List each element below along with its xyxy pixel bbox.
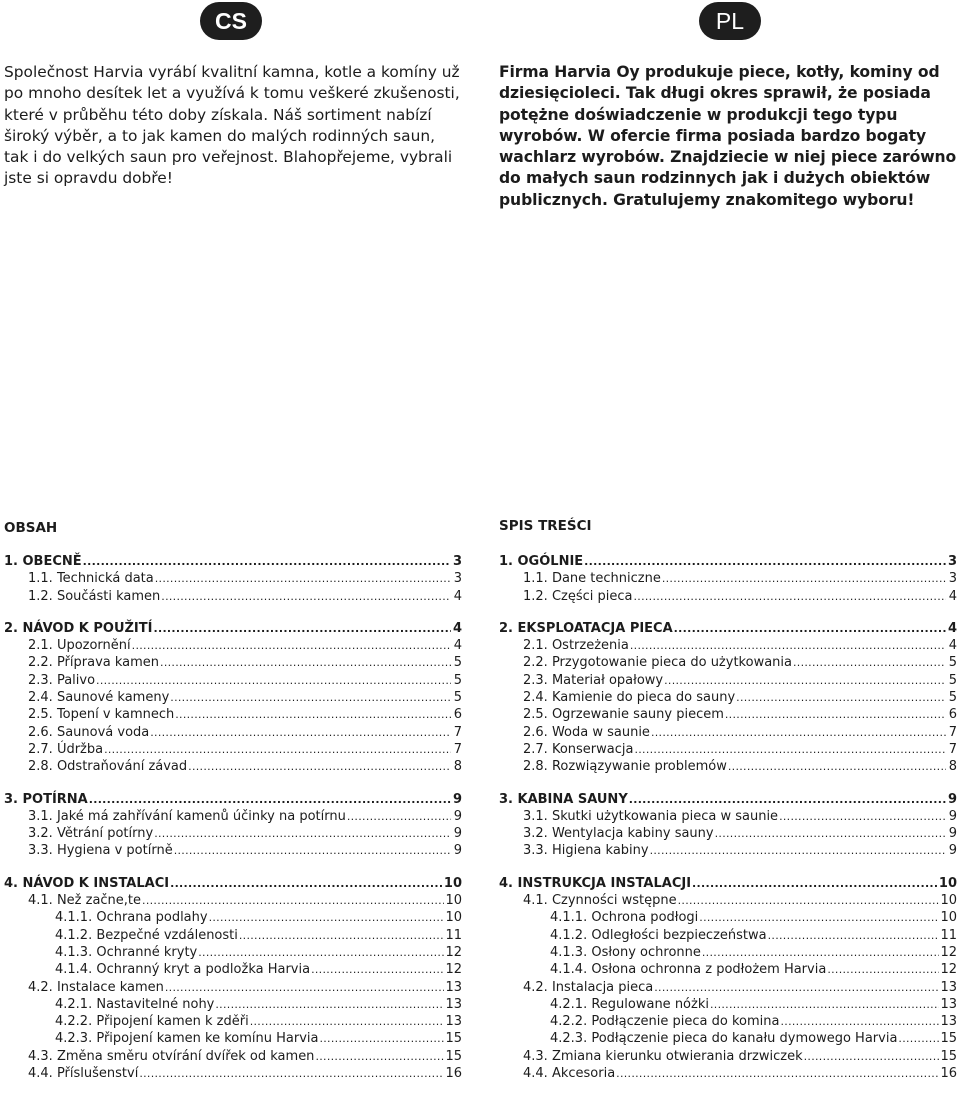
toc-entry — [4, 892, 462, 909]
toc-dot-leader — [793, 654, 946, 671]
toc-entry-label: 2.2. Przygotowanie pieca do użytkowania — [523, 655, 792, 671]
toc-entry-page: 12 — [445, 944, 462, 960]
toc-dot-leader — [664, 672, 946, 689]
toc-dot-leader — [630, 637, 946, 654]
toc-entry-label: 4.1.1. Ochrona podłogi — [550, 910, 699, 926]
toc-entry-page: 10 — [940, 910, 957, 926]
toc-dot-leader — [160, 654, 451, 671]
toc-entry-label: 4.2.2. Připojení kamen k zděři — [55, 1014, 249, 1030]
toc-entry-label: 3.3. Hygiena v potírně — [28, 843, 173, 859]
toc-dot-leader — [674, 620, 946, 637]
toc-entry-page: 8 — [453, 759, 462, 775]
table-of-contents-pl — [499, 553, 957, 1097]
column-czech — [4, 0, 462, 1090]
toc-dot-leader — [702, 944, 940, 961]
toc-dot-leader — [654, 979, 939, 996]
toc-entry — [4, 689, 462, 706]
language-badge-pl: PL — [699, 2, 761, 40]
toc-section — [499, 875, 957, 1083]
toc-entry-page: 5 — [948, 672, 957, 688]
toc-entry — [4, 1065, 462, 1082]
toc-title-cs: OBSAH — [4, 520, 58, 536]
toc-entry — [499, 842, 957, 859]
toc-entry-label: 2.8. Odstraňování závad — [28, 759, 188, 775]
toc-dot-leader — [174, 842, 451, 859]
intro-paragraph-pl: Firma Harvia Oy produkuje piece, kotły, kominy od dziesięcioleci. Tak długi okres sprawił, że posiada potężne doświadczenie w produkcji tego typu wyrobów. W ofercie firma posiada bardzo bogaty wachlarz wyrobów. Znajdziecie w niej piece zarówno do małych saun rodzinnych jak i dużych obiektów publicznych. Gratulujemy znakomitego wyboru! — [499, 63, 957, 209]
toc-entry — [4, 927, 462, 944]
toc-dot-leader — [239, 927, 445, 944]
toc-entry-label: 4.1.3. Ochranné kryty — [55, 944, 198, 960]
toc-entry — [499, 620, 957, 637]
toc-dot-leader — [250, 1013, 445, 1030]
toc-entry-label: 2.5. Ogrzewanie sauny piecem — [523, 707, 724, 723]
toc-entry-page: 7 — [453, 724, 462, 740]
toc-entry — [499, 588, 957, 605]
toc-dot-leader — [651, 724, 946, 741]
toc-section — [499, 620, 957, 776]
toc-entry-page: 4 — [453, 588, 462, 604]
toc-section — [4, 875, 462, 1083]
toc-entry — [499, 1030, 957, 1047]
toc-dot-leader — [315, 1048, 444, 1065]
toc-entry-label: 4.1.4. Osłona ochronna z podłożem Harvia — [550, 962, 827, 978]
toc-dot-leader — [175, 706, 451, 723]
toc-section — [499, 791, 957, 860]
toc-entry-page: 13 — [940, 1014, 957, 1030]
toc-dot-leader — [142, 892, 444, 909]
toc-entry — [4, 637, 462, 654]
toc-entry-page: 8 — [948, 759, 957, 775]
toc-entry — [499, 654, 957, 671]
language-badge-cs: CS — [200, 2, 262, 40]
toc-entry-label: 1.2. Części pieca — [523, 588, 633, 604]
toc-dot-leader — [634, 741, 946, 758]
toc-entry-label: 3.1. Jaké má zahřívání kamenů účinky na potírnu — [28, 808, 346, 824]
toc-entry — [499, 927, 957, 944]
toc-dot-leader — [198, 944, 444, 961]
toc-entry-label: 4.1.2. Odległości bezpieczeństwa — [550, 927, 767, 943]
toc-dot-leader — [150, 724, 451, 741]
toc-entry-page: 10 — [445, 893, 462, 909]
toc-entry — [499, 909, 957, 926]
toc-entry-page: 4 — [948, 588, 957, 604]
toc-entry — [499, 808, 957, 825]
toc-entry-page: 10 — [938, 875, 957, 891]
toc-dot-leader — [898, 1030, 939, 1047]
toc-entry-label: 2.3. Materiał opałowy — [523, 672, 664, 688]
toc-entry-label: 4.1.2. Bezpečné vzdálenosti — [55, 927, 238, 943]
toc-entry-page: 5 — [453, 655, 462, 671]
toc-entry-page: 5 — [453, 672, 462, 688]
toc-dot-leader — [584, 553, 946, 570]
toc-entry-page: 5 — [948, 690, 957, 706]
toc-entry — [499, 875, 957, 892]
toc-entry-page: 4 — [947, 620, 957, 636]
toc-title-pl: SPIS TREŚCI — [499, 518, 592, 534]
toc-entry — [499, 1048, 957, 1065]
toc-entry-label: 3. KABINA SAUNY — [499, 791, 628, 807]
toc-entry-label: 4.1.3. Osłony ochronne — [550, 944, 701, 960]
toc-entry-label: 2.1. Upozornění — [28, 638, 131, 654]
toc-entry-label: 3.3. Higiena kabiny — [523, 843, 649, 859]
toc-dot-leader — [633, 588, 946, 605]
toc-entry-page: 12 — [445, 962, 462, 978]
toc-entry-page: 11 — [940, 927, 957, 943]
toc-dot-leader — [155, 570, 451, 587]
table-of-contents-cs — [4, 553, 462, 1097]
toc-entry — [4, 620, 462, 637]
toc-entry-label: 2.1. Ostrzeżenia — [523, 638, 629, 654]
toc-entry-label: 1. OGÓLNIE — [499, 554, 584, 569]
toc-dot-leader — [104, 741, 451, 758]
toc-dot-leader — [89, 791, 451, 808]
toc-dot-leader — [827, 961, 939, 978]
toc-entry — [4, 724, 462, 741]
toc-entry — [499, 758, 957, 775]
toc-dot-leader — [662, 570, 946, 587]
toc-entry — [499, 637, 957, 654]
toc-entry-label: 2.5. Topení v kamnech — [28, 707, 175, 723]
toc-dot-leader — [779, 808, 946, 825]
toc-entry — [4, 961, 462, 978]
toc-entry-label: 4. INSTRUKCJA INSTALACJI — [499, 875, 692, 891]
toc-entry-label: 1.1. Technická data — [28, 571, 154, 587]
toc-entry-page: 5 — [948, 655, 957, 671]
toc-entry — [4, 909, 462, 926]
toc-entry-label: 4.1.1. Ochrana podlahy — [55, 910, 208, 926]
toc-dot-leader — [728, 758, 946, 775]
toc-entry — [499, 553, 957, 570]
toc-entry-label: 4.1. Czynności wstępne — [523, 893, 677, 909]
toc-entry-label: 2.8. Rozwiązywanie problemów — [523, 759, 727, 775]
toc-dot-leader — [347, 808, 451, 825]
toc-entry — [4, 741, 462, 758]
toc-entry-label: 2.3. Palivo — [28, 672, 96, 688]
toc-entry-label: 3. POTÍRNA — [4, 791, 88, 807]
toc-entry-page: 9 — [452, 791, 462, 807]
toc-entry-page: 9 — [453, 843, 462, 859]
toc-entry-label: 2.6. Saunová voda — [28, 724, 150, 740]
toc-entry-page: 13 — [445, 979, 462, 995]
toc-entry — [499, 706, 957, 723]
toc-entry-page: 16 — [940, 1066, 957, 1082]
toc-dot-leader — [715, 825, 946, 842]
toc-entry-page: 16 — [445, 1066, 462, 1082]
toc-dot-leader — [692, 875, 938, 892]
toc-entry — [4, 654, 462, 671]
toc-entry-page: 9 — [947, 791, 957, 807]
toc-dot-leader — [96, 672, 451, 689]
toc-entry-page: 12 — [940, 962, 957, 978]
toc-entry — [499, 672, 957, 689]
toc-entry-page: 10 — [443, 875, 462, 891]
toc-entry — [499, 961, 957, 978]
toc-entry — [499, 996, 957, 1013]
toc-entry-page: 7 — [453, 741, 462, 757]
toc-entry — [4, 791, 462, 808]
toc-dot-leader — [699, 909, 939, 926]
toc-entry-label: 2.4. Saunové kameny — [28, 690, 170, 706]
toc-dot-leader — [154, 825, 451, 842]
toc-entry-label: 2.7. Konserwacja — [523, 741, 634, 757]
toc-entry — [4, 1048, 462, 1065]
toc-section — [4, 620, 462, 776]
toc-entry — [499, 944, 957, 961]
toc-dot-leader — [165, 979, 445, 996]
toc-entry — [4, 1013, 462, 1030]
toc-dot-leader — [161, 588, 451, 605]
toc-dot-leader — [188, 758, 451, 775]
toc-entry-label: 4.2.1. Nastavitelné nohy — [55, 996, 215, 1012]
toc-entry-page: 15 — [940, 1048, 957, 1064]
toc-entry-label: 4.2.3. Připojení kamen ke komínu Harvia — [55, 1031, 319, 1047]
toc-entry — [499, 979, 957, 996]
toc-entry-label: 3.1. Skutki użytkowania pieca w saunie — [523, 808, 779, 824]
toc-entry-label: 1.1. Dane techniczne — [523, 571, 661, 587]
toc-entry — [4, 842, 462, 859]
toc-dot-leader — [132, 637, 451, 654]
toc-dot-leader — [736, 689, 946, 706]
toc-entry — [4, 758, 462, 775]
toc-dot-leader — [804, 1048, 940, 1065]
toc-entry — [499, 791, 957, 808]
toc-entry-page: 3 — [452, 554, 462, 569]
toc-entry-page: 10 — [445, 910, 462, 926]
toc-dot-leader — [710, 996, 939, 1013]
toc-entry-label: 4.1.4. Ochranný kryt a podložka Harvia — [55, 962, 311, 978]
toc-entry — [4, 672, 462, 689]
toc-dot-leader — [319, 1030, 444, 1047]
toc-entry — [499, 689, 957, 706]
toc-entry-label: 3.2. Wentylacja kabiny sauny — [523, 826, 714, 842]
toc-dot-leader — [678, 892, 940, 909]
toc-entry-label: 4.1. Než začne,te — [28, 893, 142, 909]
column-polish — [499, 0, 957, 1090]
toc-dot-leader — [768, 927, 940, 944]
toc-entry-label: 4.2.2. Podłączenie pieca do komina — [550, 1014, 780, 1030]
toc-entry-label: 2. EKSPLOATACJA PIECA — [499, 620, 673, 636]
toc-entry — [4, 875, 462, 892]
toc-entry-page: 4 — [948, 638, 957, 654]
toc-entry — [499, 1065, 957, 1082]
toc-entry-label: 2.4. Kamienie do pieca do sauny — [523, 690, 736, 706]
toc-entry-page: 4 — [452, 620, 462, 636]
intro-paragraph-cs: Společnost Harvia vyrábí kvalitní kamna, kotle a komíny už po mnoho desítek let a využívá k tomu veškeré zkušenosti, které v průběhu této doby získala. Náš sortiment nabízí široký výběr, a to jak kamen do malých rodinných saun, tak i do velkých saun pro veřejnost. Blahopřejeme, vybrali jste si opravdu dobře! — [4, 63, 460, 188]
toc-entry-page: 3 — [948, 571, 957, 587]
toc-entry-page: 13 — [445, 996, 462, 1012]
toc-entry-page: 6 — [948, 707, 957, 723]
toc-entry-page: 15 — [940, 1031, 957, 1047]
toc-entry — [4, 996, 462, 1013]
toc-entry-page: 13 — [940, 979, 957, 995]
toc-entry — [4, 944, 462, 961]
toc-dot-leader — [209, 909, 445, 926]
toc-entry-label: 2.2. Příprava kamen — [28, 655, 160, 671]
toc-entry-page: 9 — [948, 843, 957, 859]
toc-entry — [499, 741, 957, 758]
toc-entry-label: 1.2. Součásti kamen — [28, 588, 161, 604]
toc-entry — [4, 825, 462, 842]
toc-entry-page: 7 — [948, 724, 957, 740]
toc-entry-page: 15 — [445, 1048, 462, 1064]
toc-entry-label: 2.6. Woda w saunie — [523, 724, 650, 740]
toc-entry-page: 9 — [453, 808, 462, 824]
toc-dot-leader — [780, 1013, 939, 1030]
toc-dot-leader — [170, 689, 451, 706]
toc-dot-leader — [170, 875, 443, 892]
toc-entry — [4, 706, 462, 723]
toc-entry-page: 11 — [445, 927, 462, 943]
toc-entry-page: 13 — [940, 996, 957, 1012]
toc-entry-page: 9 — [453, 826, 462, 842]
toc-entry-page: 5 — [453, 690, 462, 706]
toc-entry-page: 3 — [947, 554, 957, 569]
toc-entry-page: 15 — [445, 1031, 462, 1047]
toc-entry-label: 4.2.1. Regulowane nóżki — [550, 996, 709, 1012]
toc-dot-leader — [215, 996, 444, 1013]
toc-dot-leader — [629, 791, 946, 808]
toc-entry-label: 4.3. Změna směru otvírání dvířek od kamen — [28, 1048, 315, 1064]
toc-dot-leader — [650, 842, 946, 859]
toc-section — [4, 553, 462, 605]
toc-entry-label: 4.2.3. Podłączenie pieca do kanału dymowego Harvia — [550, 1031, 898, 1047]
toc-section — [4, 791, 462, 860]
toc-entry-label: 3.2. Větrání potírny — [28, 826, 154, 842]
toc-entry — [4, 808, 462, 825]
toc-entry-page: 4 — [453, 638, 462, 654]
toc-entry — [4, 570, 462, 587]
toc-entry-page: 7 — [948, 741, 957, 757]
toc-dot-leader — [153, 620, 451, 637]
toc-dot-leader — [616, 1065, 939, 1082]
toc-entry-page: 10 — [940, 893, 957, 909]
toc-entry — [499, 570, 957, 587]
toc-entry — [4, 979, 462, 996]
toc-dot-leader — [311, 961, 444, 978]
toc-entry-label: 4. NÁVOD K INSTALACI — [4, 875, 170, 891]
toc-entry-label: 1. OBECNĚ — [4, 554, 82, 569]
toc-entry-label: 2.7. Údržba — [28, 741, 104, 757]
toc-entry-label: 2. NÁVOD K POUŽITÍ — [4, 620, 153, 636]
toc-dot-leader — [83, 553, 451, 570]
toc-entry-label: 4.4. Akcesoria — [523, 1066, 616, 1082]
toc-dot-leader — [725, 706, 946, 723]
toc-entry-page: 12 — [940, 944, 957, 960]
toc-entry — [4, 553, 462, 570]
toc-dot-leader — [139, 1065, 444, 1082]
toc-entry-page: 3 — [453, 571, 462, 587]
toc-entry — [499, 724, 957, 741]
toc-entry-page: 9 — [948, 808, 957, 824]
toc-entry — [499, 825, 957, 842]
toc-entry — [4, 1030, 462, 1047]
toc-entry-label: 4.3. Zmiana kierunku otwierania drzwiczek — [523, 1048, 803, 1064]
toc-entry-page: 6 — [453, 707, 462, 723]
toc-entry-page: 13 — [445, 1014, 462, 1030]
toc-entry-label: 4.4. Příslušenství — [28, 1066, 139, 1082]
toc-section — [499, 553, 957, 605]
toc-entry — [499, 892, 957, 909]
toc-entry-label: 4.2. Instalacja pieca — [523, 979, 654, 995]
toc-entry — [499, 1013, 957, 1030]
toc-entry-label: 4.2. Instalace kamen — [28, 979, 164, 995]
toc-entry — [4, 588, 462, 605]
toc-entry-page: 9 — [948, 826, 957, 842]
